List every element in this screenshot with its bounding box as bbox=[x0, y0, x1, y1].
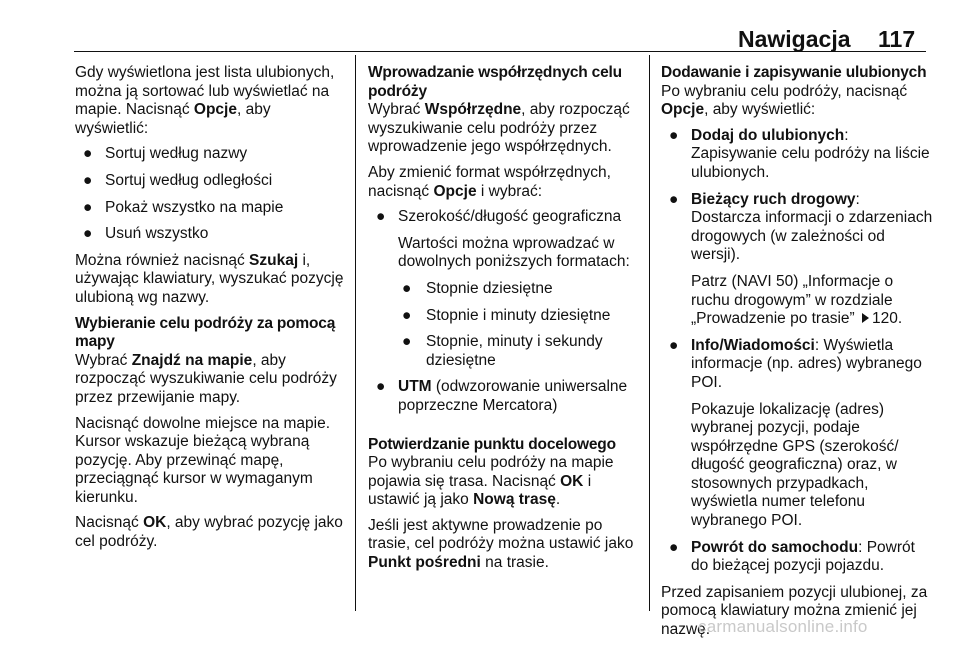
list-item bbox=[75, 145, 347, 164]
paragraph bbox=[75, 514, 347, 551]
column-divider bbox=[649, 55, 650, 611]
bullet-icon: ● bbox=[83, 198, 93, 216]
keyword: OK bbox=[560, 472, 584, 490]
list-item-text: Dostarcza informacji o zdarzeniach drogowych (w zależności od wersji). bbox=[691, 209, 933, 264]
paragraph: Przed zapisaniem pozycji ulubionej, za pomocą klawiatury można zmienić jej nazwę. bbox=[661, 583, 928, 639]
keyword: Opcje bbox=[193, 101, 237, 119]
list-item bbox=[75, 225, 347, 244]
bullet-icon: ● bbox=[83, 145, 93, 163]
text: Jeśli jest aktywne prowadzenie po trasie, cel podróży można ustawić jako bbox=[368, 516, 634, 553]
keyword: Opcje bbox=[433, 182, 477, 200]
keyword: Opcje bbox=[661, 101, 705, 119]
column-3 bbox=[661, 64, 933, 647]
text: Aby zmienić format współrzędnych, nacisnąć bbox=[368, 163, 611, 200]
bullet-icon: ● bbox=[376, 378, 386, 396]
paragraph bbox=[368, 454, 640, 510]
list-item: ● Bieżący ruch drogowy: Dostarcza informacji o zdarzeniach drogowych (w zależności od wersji). bbox=[661, 191, 933, 265]
text: i ustawić ją jako bbox=[368, 472, 592, 509]
list-item-label: UTM bbox=[398, 378, 432, 396]
keyword: Punkt pośredni bbox=[368, 554, 481, 572]
bullet-icon: ● bbox=[83, 171, 93, 189]
bullet-icon: ● bbox=[669, 336, 679, 354]
column-2 bbox=[368, 64, 640, 580]
text: . bbox=[555, 491, 561, 509]
text: , aby rozpocząć wyszukiwanie celu podróży przez przewijanie mapy. bbox=[75, 351, 337, 406]
sub-list-item bbox=[398, 333, 640, 370]
text: , aby rozpocząć wyszukiwanie celu podróży przez wprowadzenie jego współrzędnych. bbox=[368, 101, 630, 156]
sub-list-item bbox=[398, 280, 640, 299]
column-divider bbox=[355, 55, 356, 611]
list-item bbox=[368, 378, 640, 415]
list-item-label: Sortuj według nazwy bbox=[105, 145, 248, 163]
bullet-icon: ● bbox=[402, 333, 412, 351]
bullet-icon: ● bbox=[402, 279, 412, 297]
list-item-label: Powrót do samochodu bbox=[691, 538, 859, 556]
text: Wybrać bbox=[368, 101, 421, 119]
list-item bbox=[368, 208, 640, 227]
list-item-label: Usuń wszystko bbox=[105, 225, 209, 243]
keyword: OK bbox=[143, 514, 167, 532]
text: i wybrać: bbox=[480, 182, 543, 200]
page-header bbox=[0, 0, 960, 52]
page-reference: 120. bbox=[872, 310, 903, 328]
list-item-label: Bieżący ruch drogowy bbox=[691, 190, 856, 208]
list-item-label: Pokaż wszystko na mapie bbox=[105, 198, 284, 216]
list-item-text: Wyświetla informacje (np. adres) wybranego POI. bbox=[691, 336, 922, 391]
list-item-text: Powrót do bieżącej pozycji pojazdu. bbox=[691, 538, 915, 575]
keyword: Szukaj bbox=[249, 251, 299, 269]
paragraph bbox=[368, 517, 640, 573]
text: i, używając klawiatury, wyszukać pozycję ulubioną wg nazwy. bbox=[75, 251, 344, 306]
bullet-icon: ● bbox=[83, 225, 93, 243]
list-item: ● Info/Wiadomości: Wyświetla informacje (np. adres) wybranego POI. bbox=[661, 337, 933, 393]
list-item bbox=[75, 172, 347, 191]
bullet-icon: ● bbox=[669, 538, 679, 556]
list-item-text: Pokazuje lokalizację (adres) wybranej pozycji, podaje współrzędne GPS (szerokość/ długość geograficzna) oraz, w stosownych przypadkach, wyświetla numer telefonu wybranego POI. bbox=[691, 400, 899, 530]
paragraph: Nacisnąć dowolne miejsce na mapie. Kursor wskazuje bieżącą wybraną pozycję. Aby przewinąć mapę, przeciągnąć kursor w wymaganym kierunku. bbox=[75, 414, 331, 506]
list-item-label: Szerokość/długość geograficzna bbox=[398, 208, 622, 226]
list-item-text: Zapisywanie celu podróży na liście ulubionych. bbox=[691, 145, 930, 181]
page-title: Nawigacja bbox=[738, 26, 851, 52]
list-item-label: Stopnie i minuty dziesiętne bbox=[426, 306, 611, 324]
list-item bbox=[75, 199, 347, 218]
paragraph bbox=[75, 64, 347, 138]
text: Po wybraniu celu podróży, nacisnąć bbox=[661, 82, 908, 100]
list-item-label: Info/Wiadomości bbox=[691, 336, 815, 354]
header-rule bbox=[74, 51, 926, 52]
bullet-icon: ● bbox=[669, 190, 679, 208]
section-heading: Dodawanie i zapisywanie ulubionych bbox=[661, 64, 927, 81]
keyword: Współrzędne bbox=[424, 101, 522, 119]
page-reference-icon bbox=[862, 313, 869, 323]
list-item-text: (odwzorowanie uniwersalne poprzeczne Mercatora) bbox=[398, 378, 628, 414]
text: Można również nacisnąć bbox=[75, 251, 245, 269]
text: , aby wyświetlić: bbox=[704, 101, 816, 119]
column-1 bbox=[75, 64, 347, 559]
text: Nacisnąć bbox=[75, 514, 139, 532]
paragraph bbox=[75, 352, 347, 408]
list-item-label: Sortuj według odległości bbox=[105, 171, 273, 189]
bullet-icon: ● bbox=[669, 126, 679, 144]
text: Po wybraniu celu podróży na mapie pojawia się trasa. Nacisnąć bbox=[368, 454, 614, 490]
list-item: ● Dodaj do ulubionych: Zapisywanie celu podróży na liście ulubionych. bbox=[661, 127, 933, 183]
section-heading: Wybieranie celu podróży za pomocą mapy bbox=[75, 314, 336, 351]
text: , aby wybrać pozycję jako cel podróży. bbox=[75, 514, 343, 551]
paragraph bbox=[368, 101, 640, 157]
text: Patrz (NAVI 50) „Informacje o ruchu drogowym” w rozdziale „Prowadzenie po trasie” bbox=[691, 272, 894, 328]
page-number: 117 bbox=[878, 26, 916, 52]
paragraph bbox=[661, 83, 933, 120]
paragraph bbox=[368, 164, 640, 201]
keyword: Nową trasę bbox=[473, 491, 556, 509]
section-heading: Potwierdzanie punktu docelowego bbox=[368, 435, 616, 453]
list-item-label: Dodaj do ulubionych bbox=[691, 126, 845, 144]
bullet-icon: ● bbox=[376, 208, 386, 226]
paragraph bbox=[75, 252, 347, 308]
sub-list-item bbox=[398, 307, 640, 326]
text: , aby wyświetlić: bbox=[75, 101, 271, 137]
list-item-label: Stopnie dziesiętne bbox=[426, 279, 553, 297]
keyword: Znajdź na mapie bbox=[131, 351, 253, 369]
text: Gdy wyświetlona jest lista ulubionych, można ją sortować lub wyświetlać na mapie. Nacisnąć bbox=[75, 64, 335, 119]
bullet-icon: ● bbox=[402, 306, 412, 324]
list-item-text bbox=[691, 273, 933, 329]
text: na trasie. bbox=[485, 554, 549, 572]
watermark: carmanualsonline.info bbox=[698, 617, 868, 636]
list-item-text: Wartości można wprowadzać w dowolnych poniższych formatach: bbox=[398, 234, 630, 271]
text: Wybrać bbox=[75, 351, 128, 369]
list-item-label: Stopnie, minuty i sekundy dziesiętne bbox=[426, 333, 603, 369]
list-item: ● Powrót do samochodu: Powrót do bieżącej pozycji pojazdu. bbox=[661, 539, 933, 576]
section-heading: Wprowadzanie współrzędnych celu podróży bbox=[368, 64, 622, 100]
